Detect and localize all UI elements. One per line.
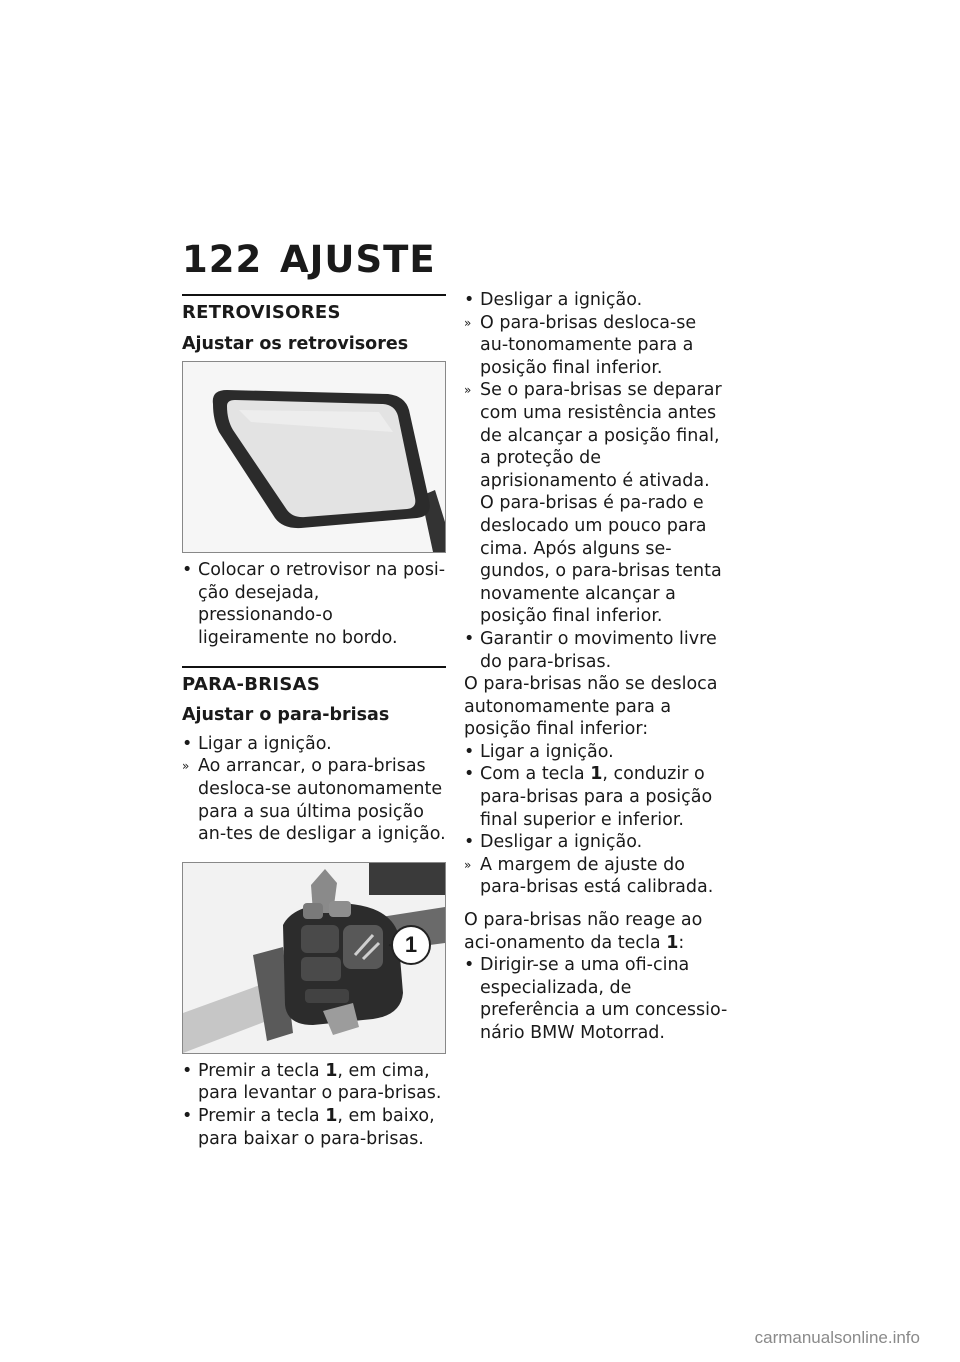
list-item (464, 628, 728, 673)
key-reference: 1 (666, 932, 679, 953)
section-title-retrovisores: RETROVISORES (182, 302, 341, 323)
bullet-marker: • (182, 1060, 193, 1081)
list-item (464, 954, 728, 1044)
list-item (464, 741, 728, 764)
key-reference: 1 (325, 1105, 338, 1126)
list-item (464, 289, 728, 312)
list-item-text: Desligar a ignição. (480, 290, 643, 310)
section-rule (182, 294, 446, 296)
bullet-marker: • (464, 628, 475, 649)
bullet-marker: • (182, 560, 193, 581)
list-item-text: Se o para-brisas se deparar com uma resistência antes de alcançar a posição final, a proteção de aprisionamento é ativada. O para-brisas é pa-rado e deslocado um pouco para cima. Após alguns se-gundos, o para-brisas tenta novamente alcançar a posição final inferior. (480, 380, 722, 627)
list-item (464, 312, 728, 380)
right-column (464, 289, 728, 1045)
bullet-marker: • (464, 764, 475, 785)
list-item-text: Ligar a ignição. (480, 741, 614, 762)
list-item-text: Garantir o movimento livre do para-brisas. (480, 628, 717, 672)
subsection-title-ajustar-retrovisores: Ajustar os retrovisores (182, 333, 409, 354)
mirror-figure (182, 361, 446, 553)
result-marker: » (464, 383, 472, 398)
list-item-text: Desligar a ignição. (480, 832, 643, 853)
key-reference: 1 (325, 1060, 338, 1081)
list-item-text: O para-brisas desloca-se au-tonomamente para a posição final inferior. (480, 312, 697, 378)
bullet-marker: • (464, 832, 475, 853)
subsection-title-ajustar-para-brisas: Ajustar o para-brisas (182, 705, 390, 726)
mirror-illustration (183, 362, 445, 552)
bullet-marker: • (464, 290, 475, 310)
callout-key-1: 1 (391, 925, 431, 965)
list-item-text: Dirigir-se a uma ofi-cina especializada, de preferência a um concessio-nário BMW Motorrad. (480, 955, 728, 1043)
list-item-text: Premir a tecla 1, em cima, para levantar o para-brisas. (198, 1060, 442, 1104)
handlebar-switch-figure (182, 862, 446, 1054)
paragraph: O para-brisas não reage ao aci-onamento da tecla 1: (464, 910, 703, 953)
list-item (182, 1105, 446, 1150)
section-rule (182, 666, 446, 668)
list-item (464, 763, 728, 831)
list-item (182, 1060, 446, 1105)
bullet-marker: • (464, 741, 475, 762)
left-column (182, 294, 446, 1150)
list-item-text: A margem de ajuste do para-brisas está calibrada. (480, 854, 714, 898)
result-marker: » (182, 759, 190, 774)
section-title-para-brisas: PARA-BRISAS (182, 673, 321, 695)
list-item (182, 755, 446, 845)
watermark: carmanualsonline.info (754, 1328, 920, 1347)
result-marker: » (464, 857, 472, 872)
bullet-marker: • (464, 955, 475, 976)
page-number: 122 (182, 238, 263, 281)
list-item (182, 559, 446, 649)
list-item-text: Com a tecla 1, conduzir o para-brisas para a posição final superior e inferior. (480, 764, 713, 830)
list-item-text: Ligar a ignição. (198, 733, 332, 754)
list-item (464, 379, 728, 628)
bullet-marker: • (182, 733, 193, 754)
key-reference: 1 (590, 764, 603, 785)
chapter-title: AJUSTE (280, 238, 436, 281)
list-item (182, 733, 446, 756)
result-marker: » (464, 315, 472, 330)
page-header (182, 238, 436, 281)
list-item-text: Ao arrancar, o para-brisas desloca-se autonomamente para a sua última posição an-tes de desligar a ignição. (198, 756, 446, 845)
list-item-text: Premir a tecla 1, em baixo, para baixar o para-brisas. (198, 1105, 435, 1149)
bullet-marker: • (182, 1105, 193, 1126)
paragraph: O para-brisas não se desloca autonomamente para a posição final inferior: (464, 674, 718, 740)
list-item-text: Colocar o retrovisor na posi-ção desejada, pressionando-o ligeiramente no bordo. (198, 560, 446, 648)
list-item (464, 854, 728, 899)
list-item (464, 831, 728, 854)
